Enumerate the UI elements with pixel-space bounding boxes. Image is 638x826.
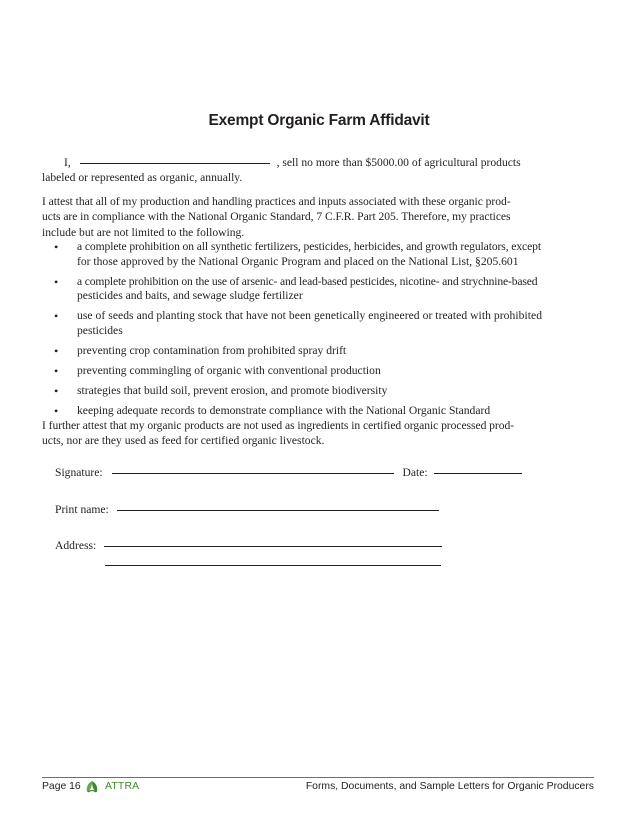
date-line[interactable] — [434, 472, 522, 474]
intro-suffix: , sell no more than $5000.00 of agricultural products — [276, 156, 521, 169]
bullet-icon: • — [54, 309, 59, 324]
attest-paragraph — [42, 194, 594, 240]
list-item-line: pesticides and baits, and sewage sludge fertilizer — [77, 289, 303, 303]
list-item-line: preventing commingling of organic with conventional production — [77, 364, 381, 378]
intro-prefix: I, — [64, 156, 71, 169]
list-item-line: strategies that build soil, prevent erosion, and promote biodiversity — [77, 384, 388, 398]
list-item — [54, 384, 594, 399]
bullet-icon: • — [54, 404, 59, 419]
list-item — [54, 344, 594, 359]
signature-line[interactable] — [112, 472, 394, 474]
address-line-2[interactable] — [105, 564, 441, 566]
list-item-line: for those approved by the National Organic Program and placed on the National List, §205.601 — [77, 254, 519, 268]
intro-paragraph — [42, 155, 594, 186]
list-item-line: preventing crop contamination from prohibited spray drift — [77, 344, 347, 358]
name-blank-line[interactable] — [80, 162, 270, 164]
attest-line-1: I attest that all of my production and handling practices and inputs associated with these organic prod- — [42, 195, 511, 208]
page-footer — [42, 781, 594, 795]
page-number: Page 16 — [42, 781, 81, 792]
list-item — [54, 309, 594, 338]
bullet-icon: • — [54, 240, 59, 254]
list-item-line: a complete prohibition on the use of arsenic- and lead-based pesticides, nicotine- and strychnine-based — [77, 274, 538, 288]
further-attest-paragraph — [42, 418, 594, 449]
print-name-row — [55, 503, 439, 516]
list-item-line: pesticides — [77, 323, 123, 337]
attest-line-2: ucts are in compliance with the National Organic Standard, 7 C.F.R. Part 205. Therefore, my practices — [42, 210, 511, 224]
address-line-1[interactable] — [104, 545, 442, 547]
document-title: Exempt Organic Farm Affidavit — [208, 112, 430, 129]
list-item-line: keeping adequate records to demonstrate compliance with the National Organic Standard — [77, 404, 491, 418]
list-item — [54, 404, 594, 419]
address-row — [55, 539, 442, 552]
publication-title: Forms, Documents, and Sample Letters for Organic Producers — [305, 781, 594, 792]
bullet-icon: • — [54, 274, 59, 289]
list-item-line: a complete prohibition on all synthetic fertilizers, pesticides, herbicides, and growth regulators, except — [77, 240, 541, 253]
print-name-label: Print name: — [55, 503, 109, 516]
signature-label: Signature: — [55, 466, 103, 479]
practices-list — [54, 240, 594, 424]
bullet-icon: • — [54, 344, 59, 359]
bullet-icon: • — [54, 364, 59, 379]
list-item — [54, 364, 594, 379]
list-item-line: use of seeds and planting stock that have not been genetically engineered or treated with prohibited — [77, 309, 543, 323]
brand-name: ATTRA — [105, 781, 140, 792]
further-line-1: I further attest that my organic products are not used as ingredients in certified organic processed prod- — [42, 419, 515, 432]
list-item — [54, 275, 594, 304]
print-name-line[interactable] — [117, 509, 439, 511]
bullet-icon: • — [54, 384, 59, 399]
list-item — [54, 240, 594, 269]
further-line-2: ucts, nor are they used as feed for certified organic livestock. — [42, 434, 325, 448]
attest-line-3: include but are not limited to the following. — [42, 225, 245, 239]
address-label: Address: — [55, 539, 97, 552]
address-row-2 — [105, 558, 441, 571]
signature-row — [55, 466, 522, 479]
footer-divider — [42, 777, 594, 778]
leaf-logo-icon — [84, 780, 100, 794]
date-label: Date: — [402, 466, 428, 479]
intro-line-2: labeled or represented as organic, annually. — [42, 171, 243, 185]
